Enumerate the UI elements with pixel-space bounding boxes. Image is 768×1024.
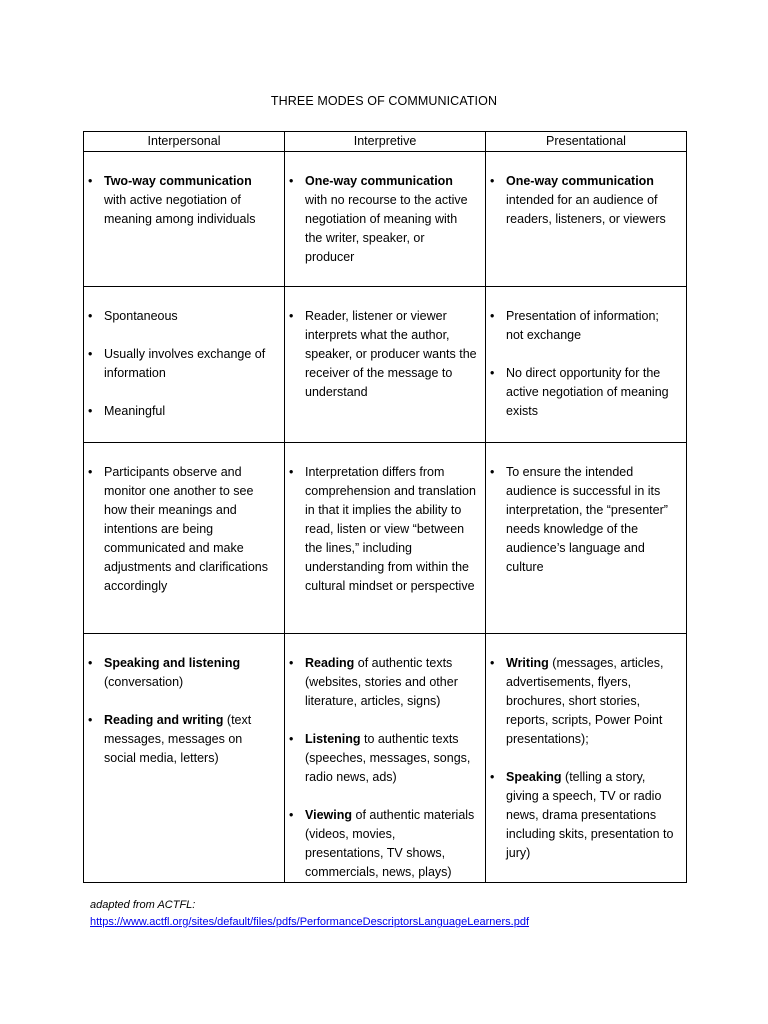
bold-term: Speaking and listening — [104, 656, 241, 670]
bullet-list — [289, 463, 477, 596]
list-item — [289, 307, 477, 402]
item-text: No direct opportunity for the active negotiation of meaning exists — [506, 366, 669, 418]
column-header-interpretive: Interpretive — [285, 132, 486, 152]
bullet-icon: • — [490, 656, 495, 670]
cell-interpersonal — [84, 443, 285, 634]
list-item — [490, 768, 678, 863]
table-row — [84, 287, 687, 443]
table-row — [84, 443, 687, 634]
bullet-list — [289, 307, 477, 402]
bullet-list — [88, 172, 276, 229]
bullet-list — [88, 654, 276, 768]
table-row — [84, 634, 687, 883]
bullet-list — [88, 307, 276, 421]
bold-term: One-way communication — [305, 174, 453, 188]
bullet-icon: • — [490, 465, 495, 479]
list-item — [289, 654, 477, 711]
bullet-icon: • — [289, 808, 294, 822]
bullet-icon: • — [289, 309, 294, 323]
item-text: intended for an audience of readers, listeners, or viewers — [506, 193, 666, 226]
cell-interpretive — [285, 287, 486, 443]
item-text: with no recourse to the active negotiation of meaning with the writer, speaker, or producer — [305, 193, 468, 264]
item-text: Reader, listener or viewer interprets what the author, speaker, or producer wants the receiver of the message to understand — [305, 309, 477, 399]
cell-interpersonal — [84, 152, 285, 287]
bold-term: Writing — [506, 656, 549, 670]
bold-term: Speaking — [506, 770, 562, 784]
bullet-list — [88, 463, 276, 596]
list-item — [490, 307, 678, 345]
cell-presentational — [486, 152, 687, 287]
source-link[interactable]: https://www.actfl.org/sites/default/files/pdfs/PerformanceDescriptorsLanguageLearners.pdf — [90, 916, 530, 928]
bullet-icon: • — [490, 366, 495, 380]
list-item — [88, 402, 276, 421]
item-text: to authentic texts (speeches, messages, songs, radio news, ads) — [305, 732, 471, 784]
bullet-icon: • — [289, 465, 294, 479]
bold-term: Reading — [305, 656, 355, 670]
list-item — [289, 730, 477, 787]
item-text: Participants observe and monitor one another to see how their meanings and intentions are being communicated and make adjustments and clarifications accordingly — [104, 465, 268, 593]
cell-interpersonal — [84, 287, 285, 443]
header-row — [84, 132, 687, 152]
column-header-presentational: Presentational — [486, 132, 687, 152]
cell-presentational — [486, 634, 687, 883]
list-item — [88, 463, 276, 596]
bullet-icon: • — [289, 732, 294, 746]
item-text: (messages, articles, advertisements, flyers, brochures, short stories, reports, scripts, Power Point presentations); — [506, 656, 664, 746]
list-item — [490, 364, 678, 421]
list-item — [490, 172, 678, 229]
item-text: Presentation of information; not exchange — [506, 309, 659, 342]
bold-term: Two-way communication — [104, 174, 252, 188]
list-item — [289, 806, 477, 882]
modes-table — [83, 131, 687, 883]
item-text: of authentic materials (videos, movies, presentations, TV shows, commercials, news, plays) — [305, 808, 475, 879]
source-footer — [90, 897, 529, 931]
bullet-list — [289, 654, 477, 882]
bullet-icon: • — [88, 656, 93, 670]
bullet-icon: • — [490, 309, 495, 323]
cell-interpretive — [285, 443, 486, 634]
bullet-icon: • — [88, 713, 93, 727]
bold-term: Listening — [305, 732, 361, 746]
list-item — [88, 307, 276, 326]
item-text: Usually involves exchange of information — [104, 347, 266, 380]
bullet-list — [490, 307, 678, 421]
bullet-list — [289, 172, 477, 267]
list-item — [289, 172, 477, 267]
cell-interpersonal — [84, 634, 285, 883]
column-header-interpersonal: Interpersonal — [84, 132, 285, 152]
bullet-list — [490, 463, 678, 577]
bold-term: Reading and writing — [104, 713, 224, 727]
table-row — [84, 152, 687, 287]
cell-interpretive — [285, 152, 486, 287]
item-text: of authentic texts (websites, stories and other literature, articles, signs) — [305, 656, 458, 708]
list-item — [88, 711, 276, 768]
list-item — [88, 654, 276, 692]
cell-presentational — [486, 287, 687, 443]
bullet-list — [490, 172, 678, 229]
bullet-icon: • — [88, 347, 93, 361]
bullet-icon: • — [88, 404, 93, 418]
item-text: To ensure the intended audience is successful in its interpretation, the “presenter” needs knowledge of the audience’s language and culture — [506, 465, 668, 574]
list-item — [490, 463, 678, 577]
bullet-icon: • — [490, 770, 495, 784]
bullet-icon: • — [490, 174, 495, 188]
bullet-icon: • — [88, 309, 93, 323]
item-text: with active negotiation of meaning among individuals — [104, 193, 256, 226]
cell-presentational — [486, 443, 687, 634]
item-text: (text messages, messages on social media, letters) — [104, 713, 252, 765]
bullet-icon: • — [88, 465, 93, 479]
bullet-icon: • — [289, 174, 294, 188]
item-text: (conversation) — [104, 675, 184, 689]
bold-term: Viewing — [305, 808, 353, 822]
list-item — [490, 654, 678, 749]
source-credit: adapted from ACTFL: — [90, 899, 196, 911]
item-text: Interpretation differs from comprehension and translation in that it implies the ability to read, listen or view “between the lines,” including understanding from within the cultural mindset or perspective — [305, 465, 476, 593]
bullet-icon: • — [88, 174, 93, 188]
item-text: (telling a story, giving a speech, TV or radio news, drama presentations including skits, presentation to jury) — [506, 770, 674, 860]
item-text: Spontaneous — [104, 309, 178, 323]
list-item — [88, 172, 276, 229]
list-item — [88, 345, 276, 383]
bullet-list — [490, 654, 678, 863]
document-title: THREE MODES OF COMMUNICATION — [270, 94, 498, 108]
cell-interpretive — [285, 634, 486, 883]
bold-term: One-way communication — [506, 174, 654, 188]
bullet-icon: • — [289, 656, 294, 670]
item-text: Meaningful — [104, 404, 166, 418]
list-item — [289, 463, 477, 596]
